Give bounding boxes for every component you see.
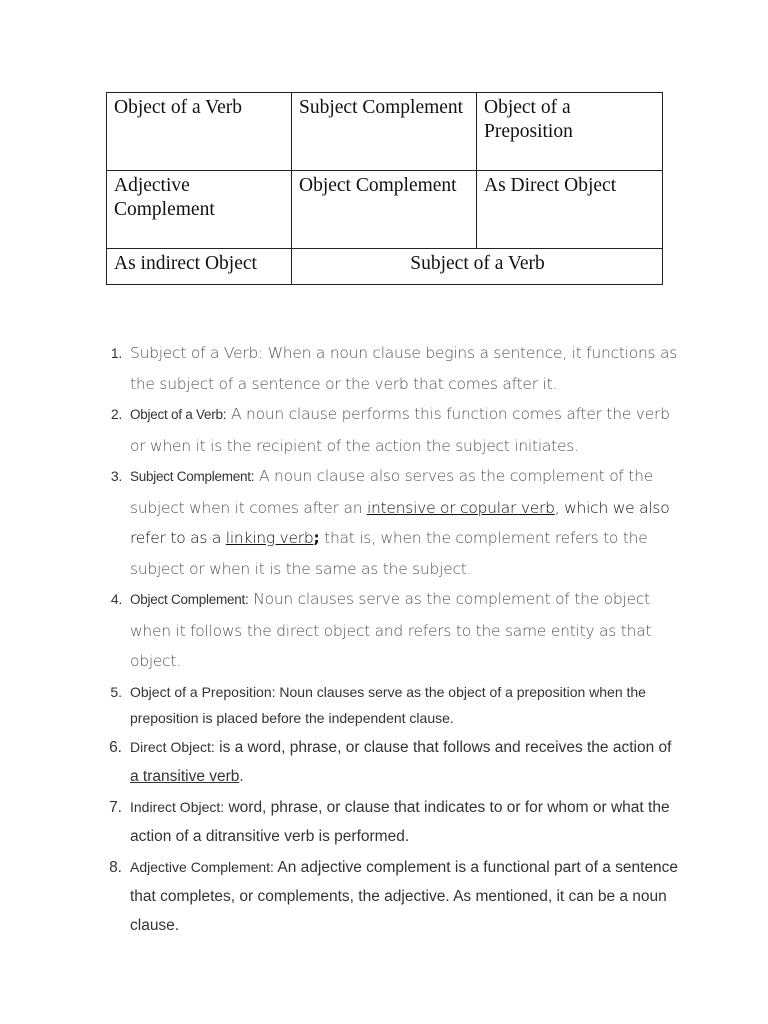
list-item	[100, 733, 680, 791]
list-item	[100, 853, 680, 940]
list-item-text: .	[239, 767, 244, 785]
list-item	[100, 679, 680, 731]
list-number: 8.	[109, 858, 122, 876]
noun-clause-list	[100, 338, 680, 940]
list-item-text: that is, when the complement refers to the subject or when it is the same as the subject.	[130, 529, 648, 578]
list-item-label: Object Complement:	[130, 592, 249, 607]
intensive-or-copular-verb-link[interactable]: intensive or copular verb	[366, 498, 555, 517]
list-item-label: Object of a Verb:	[130, 407, 227, 422]
list-item	[100, 461, 680, 584]
list-number: 7.	[109, 798, 122, 816]
table-cell: Adjective Complement	[107, 171, 292, 249]
list-number: 4.	[110, 591, 122, 607]
table-cell-merged: Subject of a Verb	[292, 249, 663, 285]
table-row	[107, 93, 663, 171]
list-item-label: Direct Object:	[130, 738, 215, 755]
list-item-text: Subject of a Verb: When a noun clause begins a sentence, it functions as the subject of a sentence or the verb that comes after it.	[130, 344, 678, 393]
semicolon: ;	[313, 529, 320, 547]
list-item-text: Object of a Preposition: Noun clauses serve as the object of a preposition when the preposition is placed before the independent clause.	[130, 683, 646, 726]
table-cell: Object of a Verb	[107, 93, 292, 171]
list-item-text: , which we also refer to as a	[130, 498, 670, 547]
table-cell: Subject Complement	[292, 93, 477, 171]
list-item	[100, 793, 680, 851]
list-number: 6.	[109, 738, 122, 756]
list-number: 5.	[110, 683, 122, 700]
list-item-text: An adjective complement is a functional part of a sentence that completes, or complements, the adjective. As mentioned, it can be a noun clause.	[130, 858, 679, 934]
list-item	[100, 338, 680, 399]
list-item-label: Adjective Complement:	[130, 858, 274, 875]
list-item-text: A noun clause performs this function comes after the verb or when it is the recipient of the action the subject initiates.	[130, 405, 670, 455]
transitive-verb-link[interactable]: a transitive verb	[130, 767, 240, 785]
list-number: 3.	[110, 468, 122, 484]
list-number: 2.	[110, 406, 122, 422]
list-item-label: Subject Complement:	[130, 469, 255, 484]
list-item-text: A noun clause also serves as the complement of the subject when it comes after an	[130, 467, 653, 517]
table-cell: As indirect Object	[107, 249, 292, 285]
linking-verb-link[interactable]: linking verb	[225, 529, 314, 547]
noun-clause-functions-table	[106, 92, 663, 285]
table-cell: Object Complement	[292, 171, 477, 249]
list-item-text: is a word, phrase, or clause that follows and receives the action of	[214, 738, 672, 756]
list-item-text: Noun clauses serve as the complement of the object when it follows the direct object and refers to the same entity as that object.	[130, 590, 652, 670]
table-row	[107, 171, 663, 249]
table-cell: As Direct Object	[477, 171, 663, 249]
table-row	[107, 249, 663, 285]
list-number: 1.	[110, 345, 122, 361]
list-item-text: word, phrase, or clause that indicates to or for whom or what the action of a ditransitive verb is performed.	[130, 798, 670, 845]
table-cell: Object of a Preposition	[477, 93, 663, 171]
list-item	[100, 584, 680, 677]
list-item	[100, 399, 680, 461]
list-item-label: Indirect Object:	[130, 798, 225, 815]
